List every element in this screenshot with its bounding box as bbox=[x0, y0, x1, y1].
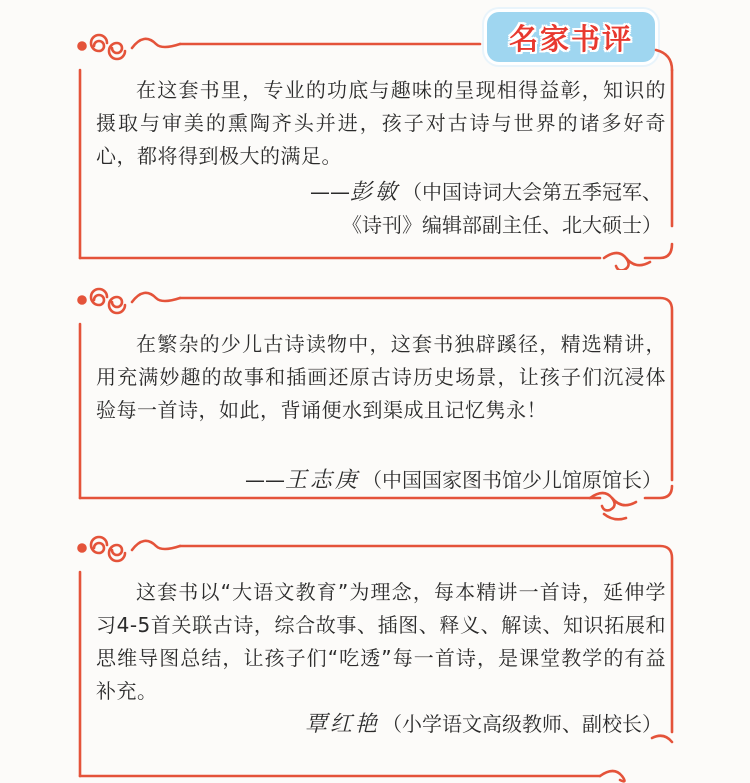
scroll-ornament-icon bbox=[79, 289, 181, 313]
author-name: 覃红艳 bbox=[304, 712, 380, 737]
review-author: ——王志庚 （中国国家图书馆少儿馆原馆长） bbox=[244, 468, 662, 493]
corner-swirl-icon bbox=[604, 253, 650, 270]
review-author bbox=[305, 708, 662, 741]
author-affiliation: （中国国家图书馆少儿馆原馆长） bbox=[362, 468, 662, 492]
review-text: 在繁杂的少儿古诗读物中，这套书独辟蹊径，精选精讲，用充满妙趣的故事和插画还原古诗历史场景，让孩子们沉浸体验每一首诗，如此，背诵便水到渠成且记忆隽永！ bbox=[96, 332, 666, 422]
corner-swirl-icon bbox=[600, 736, 672, 782]
author-name: 王志庚 bbox=[284, 468, 360, 493]
author-affiliation: （小学语文高级教师、副校长） bbox=[382, 712, 662, 736]
review-card-3 bbox=[0, 532, 750, 783]
review-card-1 bbox=[0, 30, 750, 270]
scroll-ornament-icon bbox=[79, 537, 181, 561]
section-title: 名家书评 bbox=[508, 21, 633, 56]
scroll-ornament-icon bbox=[79, 35, 181, 59]
author-affiliation: （中国诗词大会第五季冠军、 bbox=[402, 180, 662, 204]
review-author: ——彭敏 （中国诗词大会第五季冠军、 bbox=[309, 180, 662, 205]
review-text: 这套书以“大语文教育”为理念，每本精讲一首诗，延伸学习4-5首关联古诗，综合故事、插图、释义、解读、知识拓展和思维导图总结，让孩子们“吃透”每一首诗，是课堂教学的有益补充。 bbox=[96, 580, 666, 703]
review-text: 在这套书里，专业的功底与趣味的呈现相得益彰，知识的摄取与审美的熏陶齐头并进，孩子对古诗与世界的诸多好奇心，都将得到极大的满足。 bbox=[96, 78, 666, 168]
review-author-affiliation-line2: 《诗刊》编辑部副主任、北大硕士） bbox=[342, 213, 662, 237]
author-name: 彭敏 bbox=[349, 180, 400, 205]
review-card-2 bbox=[0, 284, 750, 524]
